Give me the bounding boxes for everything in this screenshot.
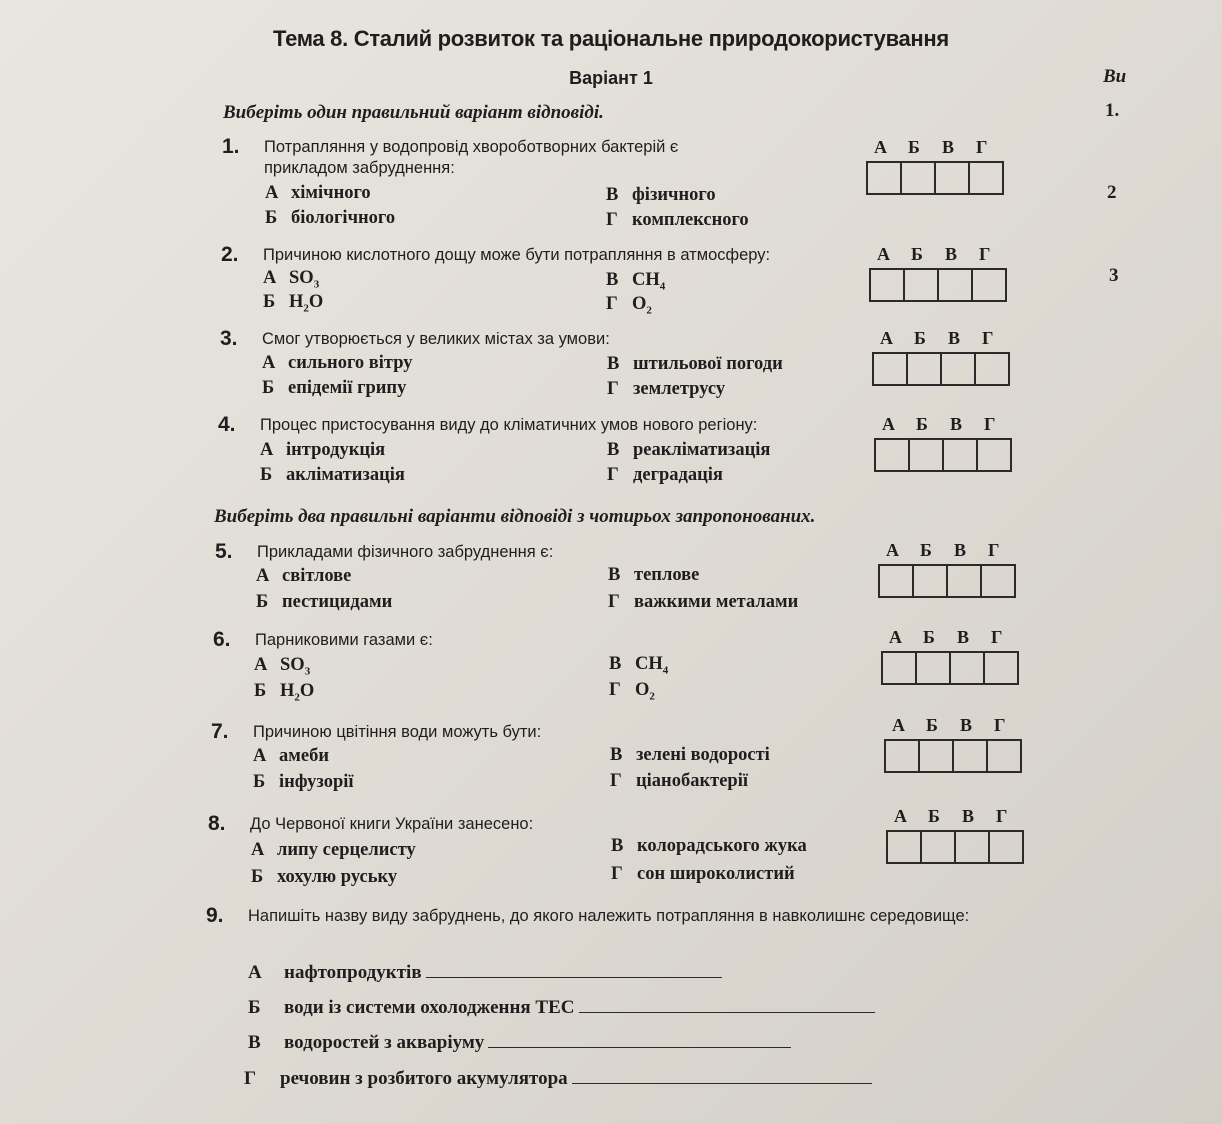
answer-box-b[interactable]	[908, 354, 942, 384]
option-c: В зелені водорості	[610, 745, 770, 765]
option-c: В фізичного	[606, 185, 716, 205]
option-c: В колорадського жука	[611, 836, 807, 856]
answer-box-g[interactable]	[978, 440, 1010, 470]
question-text: Смог утворюється у великих містах за умови:	[262, 330, 610, 348]
answer-box-a[interactable]	[871, 270, 905, 300]
fill-item-g: Г речовин з розбитого акумулятора	[244, 1068, 872, 1090]
fill-item-v: В водоростей з акваріуму	[248, 1032, 791, 1054]
variant-label: Варіант 1	[569, 68, 653, 88]
option-d: Г $O_2$	[606, 294, 652, 317]
option-b: Б акліматизація	[260, 465, 405, 485]
question-text: Причиною кислотного дощу може бути потрапляння в атмосферу:	[263, 246, 771, 264]
answer-box-g[interactable]	[973, 270, 1005, 300]
answer-box-a[interactable]	[888, 832, 922, 862]
option-b: Б $H_2O$	[254, 681, 315, 704]
answer-box-g[interactable]	[982, 566, 1014, 596]
option-c: В теплове	[608, 565, 700, 585]
section-single-choice: Виберіть один правильний варіант відповіді.	[223, 102, 604, 123]
answer-box-v[interactable]	[956, 832, 990, 862]
answer-box-g[interactable]	[976, 354, 1008, 384]
answer-line[interactable]	[572, 1069, 872, 1084]
answer-box-a[interactable]	[868, 163, 902, 193]
option-a: А липу серцелисту	[251, 840, 416, 860]
answer-box-b[interactable]	[910, 440, 944, 470]
option-b: Б хохулю руську	[251, 867, 398, 887]
question-text: Потрапляння у водопровід хвороботворних бактерій є прикладом забруднення:	[264, 138, 679, 177]
option-d: Г $O_2$	[609, 680, 655, 703]
question-number: 8.	[208, 812, 226, 835]
fill-item-a: А нафтопродуктів	[248, 962, 722, 984]
answer-box-v[interactable]	[944, 440, 978, 470]
answer-box-v[interactable]	[936, 163, 970, 193]
option-d: Г важкими металами	[608, 592, 799, 612]
answer-box-b[interactable]	[905, 270, 939, 300]
option-b: Б епідемії грипу	[262, 378, 407, 398]
option-c: В реакліматизація	[607, 440, 771, 460]
option-b: Б біологічного	[265, 208, 396, 228]
answer-line[interactable]	[579, 998, 875, 1013]
question-number: 9.	[206, 904, 224, 927]
side-fragment: 3	[1109, 265, 1119, 286]
question-number: 5.	[215, 540, 233, 563]
side-fragment: Ви	[1103, 66, 1127, 87]
option-a: А сильного вітру	[262, 353, 413, 373]
answer-box-b[interactable]	[922, 832, 956, 862]
option-d: Г деградація	[607, 465, 723, 485]
page-title: Тема 8. Сталий розвиток та раціональне природокористування	[273, 26, 949, 51]
option-c: В $CH_4$	[609, 654, 669, 677]
answer-line[interactable]	[426, 963, 722, 978]
fill-item-b: Б води із системи охолодження ТЕС	[248, 997, 875, 1019]
option-a: А інтродукція	[260, 440, 386, 460]
side-fragment: 2	[1107, 182, 1117, 203]
answer-box-a[interactable]	[883, 653, 917, 683]
answer-box-a[interactable]	[876, 440, 910, 470]
answer-box-a[interactable]	[874, 354, 908, 384]
question-text: Причиною цвітіння води можуть бути:	[253, 723, 542, 741]
answer-box-g[interactable]	[988, 741, 1020, 771]
answer-box-b[interactable]	[920, 741, 954, 771]
answer-box-g[interactable]	[990, 832, 1022, 862]
question-text: До Червоної книги України занесено:	[250, 815, 534, 833]
side-fragment: 1.	[1105, 100, 1120, 121]
option-d: Г ціанобактерії	[610, 771, 748, 791]
answer-line[interactable]	[488, 1033, 791, 1048]
section-two-choice: Виберіть два правильні варіанти відповіді з чотирьох запропонованих.	[214, 506, 816, 527]
answer-box-v[interactable]	[939, 270, 973, 300]
answer-box-v[interactable]	[954, 741, 988, 771]
worksheet-page: Тема 8. Сталий розвиток та раціональне природокористування Варіант 1 Виберіть один правильний варіант відповіді. 1. Потрапляння у водопровід хвороботворних бактерій є прикладом забруднення: А хімічного Б біологічного В фізичного Г комплексного А Б В Г 2. Причиною кислотного дощу може бути потрапляння в атмосферу: А $SO_3$ Б $H_2O$ В $CH_4$ Г $O_2$ А Б В Г 3. Смог утворюється у великих містах за умови: А сильного вітру Б епідемії грипу В штильової погоди Г землетрусу А Б В Г 4. Процес пристосування виду до кліматичних умов нового регіону: А інтродукція Б акліматизація В реакліматизація Г деградація А Б В Г Виберіть два правильні варіанти відповіді з чотирьох запропонованих. 5. Прикладами фізичного забруднення є: А світлове Б пестицидами В теплове Г важкими металами А Б В Г 6. Парниковими газами є: А $SO_3$ Б $H_2O$ В $CH_4$ Г $O_2$ А Б В Г 7. Причиною цвітіння води можуть бути: А амеби Б інфузорії В зелені водорості Г ціанобактерії А Б В Г 8. До Червоної книги України занесено: А липу серцелисту Б хохулю руську В колорадського жука Г сон широколистий А Б В Г 9. Напишіть назву виду забруднень, до якого належить потрапляння в навколишнє середовище: А нафтопродуктів Б води із системи охолодження ТЕС В водоростей з акваріуму Г речовин з розбитого акумулятора Ви 1. 2 3	[0, 0, 1122, 1124]
answer-box-b[interactable]	[914, 566, 948, 596]
question-text: Процес пристосування виду до кліматичних умов нового регіону:	[260, 416, 758, 434]
option-a: А хімічного	[265, 183, 371, 203]
option-a: А амеби	[253, 746, 329, 766]
option-a: А світлове	[256, 566, 352, 586]
option-d: Г комплексного	[606, 210, 749, 230]
answer-box-v[interactable]	[942, 354, 976, 384]
answer-box-v[interactable]	[948, 566, 982, 596]
option-b: Б інфузорії	[253, 772, 354, 792]
option-d: Г сон широколистий	[611, 864, 795, 884]
answer-box-g[interactable]	[985, 653, 1017, 683]
answer-box-g[interactable]	[970, 163, 1002, 193]
question-number: 1.	[222, 135, 240, 158]
question-number: 4.	[218, 413, 236, 436]
question-text: Напишіть назву виду забруднень, до якого належить потрапляння в навколишнє середовище:	[248, 907, 970, 925]
option-c: В $CH_4$	[606, 270, 666, 293]
question-number: 2.	[221, 243, 239, 266]
question-text: Парниковими газами є:	[255, 631, 433, 649]
option-d: Г землетрусу	[607, 379, 726, 399]
answer-box-v[interactable]	[951, 653, 985, 683]
question-text: Прикладами фізичного забруднення є:	[257, 543, 554, 561]
option-b: Б $H_2O$	[263, 292, 324, 315]
option-a: А $SO_3$	[263, 268, 320, 291]
answer-box-b[interactable]	[917, 653, 951, 683]
answer-box-a[interactable]	[880, 566, 914, 596]
answer-box-b[interactable]	[902, 163, 936, 193]
answer-box-a[interactable]	[886, 741, 920, 771]
option-c: В штильової погоди	[607, 354, 783, 374]
option-a: А $SO_3$	[254, 655, 311, 678]
question-number: 3.	[220, 327, 238, 350]
question-number: 7.	[211, 720, 229, 743]
question-number: 6.	[213, 628, 231, 651]
option-b: Б пестицидами	[256, 592, 393, 612]
